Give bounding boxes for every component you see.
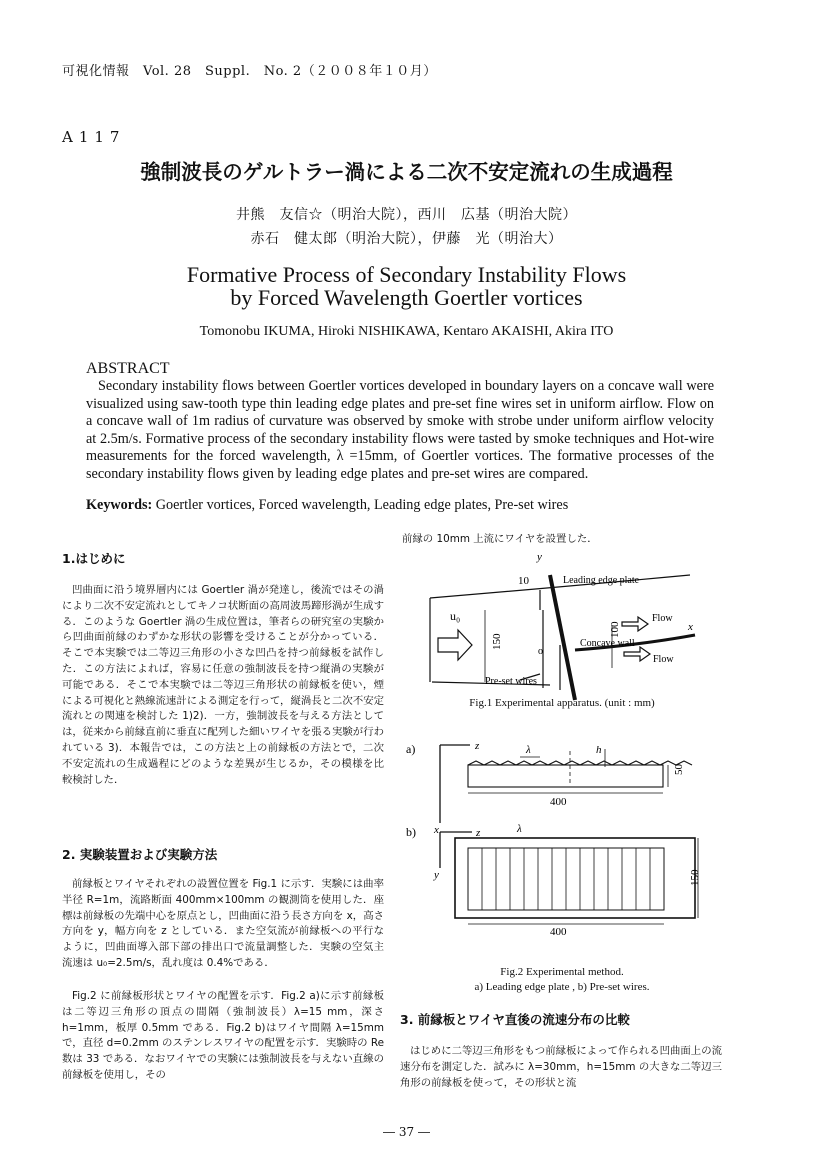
fig2-b-150: 150: [689, 869, 701, 886]
figure-2a-leading-edge-plate: [400, 735, 720, 836]
fig1-preset-label: Pre-set wires: [485, 676, 537, 687]
keywords-label: Keywords:: [86, 497, 153, 513]
fig2-a-lambda: λ: [526, 744, 531, 756]
fig1-flow1-label: Flow: [652, 613, 673, 624]
keywords-list: Goertler vortices, Forced wavelength, Leading edge plates, Pre-set wires: [152, 497, 569, 513]
figure-1-caption: Fig.1 Experimental apparatus. (unit : mm): [469, 697, 655, 709]
fig2-a-h: h: [596, 744, 602, 756]
section-2-text-1: 前縁板とワイヤそれぞれの設置位置を Fig.1 に示す．実験には曲率半径 R=1m，流路断面 400mm×100mm の観測筒を使用した．座標は前縁板の先端中心を原点とし，凹曲面に沿う長さ方向を x，高さ方向を y，幅方向を z としている．また空気流が前縁板への平行なように，凹曲面導入部下部の排出口で流量調整した．実験の空気主流速は u₀=2.5m/s，乱れ度は 0.4%である．: [62, 878, 384, 969]
fig2-a-400: 400: [550, 796, 567, 808]
fig2-b-z: z: [476, 827, 481, 839]
section-3-title: 3. 前縁板とワイヤ直後の流速分布の比較: [400, 1012, 630, 1027]
figure-1-apparatus: [400, 550, 720, 700]
fig2-b-label: b): [406, 825, 416, 839]
fig2-a-50: 50: [673, 764, 685, 775]
fig2-a-z: z: [475, 740, 480, 752]
fig1-u0-label: u₀: [450, 609, 461, 623]
fig1-concave-label: Concave wall: [580, 638, 635, 649]
authors-english: Tomonobu IKUMA, Hiroki NISHIKAWA, Kentaro AKAISHI, Akira ITO: [199, 324, 614, 339]
title-english-line2: by Forced Wavelength Goertler vortices: [230, 285, 583, 310]
section-1-title: 1.はじめに: [62, 551, 126, 566]
section-1-text: 凹曲面に沿う境界層内には Goertler 渦が発達し，後流ではその渦により二次不安定流れとしてキノコ状断面の高周波馬蹄形渦が生成する．このような Goertler 渦の生成位置は，筆者らの研究室の実験から凹曲面前縁のわずかな形状の影響を受けることが分かっている．そこで本実験では二等辺三角形の小さな凹凸を持つ前縁板を試作した．この方法によれば，容易に任意の強制波長を持つ縦渦の実験が可能である．そこで本実験では二等辺三角形状の前縁板を使い，煙による可視化と熱線流速計による測定を行って，縦渦長と二次不安定流れとの関連を検討した 1)2)．一方，強制波長を与える方法としては，従来から前縁直前に垂直に配列した細いワイヤを張る実験が行われている 3)．本報告では，この方法と上の前縁板の方法とで，二次不安定流れの生成過程にどのような差異が生じるか，その模様を比較検討した．: [62, 584, 384, 786]
fig1-10-label: 10: [518, 575, 529, 587]
fig1-origin-label: o: [538, 646, 543, 657]
fig2-b-y: y: [434, 869, 439, 881]
fig2-a-x: x: [434, 824, 439, 836]
fig2-a-label: a): [406, 742, 416, 756]
abstract-text: Secondary instability flows between Goertler vortices developed in boundary layers on a concave wall were visualized using saw-tooth type thin leading edge plates and pre-set fine wires set in uniform airflow. Flow on a concave wall of 1m radius of curvature was observed by smoke with strobe under uniform airflow velocity at 2.5m/s. Formative process of the secondary instability flows were tasted by smoke techniques and Hot-wire measurements for the forced wavelength, λ =15mm, of Goertler vortices. The formative processes of the secondary instability flows given by leading edge plates and pre-set wires are compared.: [86, 378, 714, 482]
fig1-flow2-label: Flow: [653, 654, 674, 665]
fig1-leading-label: Leading edge plate: [563, 575, 640, 586]
journal-header: 可視化情報 Vol. 28 Suppl. No. 2（２００８年１０月）: [62, 64, 437, 79]
fig1-y-label: y: [537, 551, 542, 563]
fig1-x-label: x: [688, 621, 693, 633]
figure-2-caption-2: a) Leading edge plate , b) Pre-set wires.: [474, 981, 650, 993]
figure-2-caption-1: Fig.2 Experimental method.: [500, 966, 624, 978]
page-number: ― 37 ―: [383, 1125, 430, 1139]
abstract-heading: ABSTRACT: [86, 360, 170, 377]
fig1-100-label: 100: [609, 621, 621, 638]
section-3-text: はじめに二等辺三角形をもつ前縁板によって作られる凹曲面上の流速分布を測定した．試みに λ=30mm，h=15mm の大きな二等辺三角形の前縁板を使って，その形状と流: [400, 1045, 722, 1089]
authors-japanese-line1: 井熊 友信☆（明治大院），西川 広基（明治大院）: [236, 207, 577, 223]
title-japanese: 強制波長のゲルトラー渦による二次不安定流れの生成過程: [140, 160, 673, 184]
keywords: [86, 497, 726, 514]
column2-top-text: 前縁の 10mm 上流にワイヤを設置した．: [402, 533, 598, 545]
fig2-b-lambda: λ: [517, 823, 522, 835]
fig2-b-400: 400: [550, 926, 567, 938]
figure-2b-preset-wires: [400, 820, 720, 965]
authors-japanese-line2: 赤石 健太郎（明治大院），伊藤 光（明治大）: [250, 231, 563, 247]
title-english-line1: Formative Process of Secondary Instability Flows: [186, 262, 627, 287]
fig1-150-label: 150: [491, 633, 503, 650]
section-2-title: 2. 実験装置および実験方法: [62, 847, 218, 862]
paper-code: A117: [62, 128, 126, 146]
section-2-text-2: Fig.2 に前縁板形状とワイヤの配置を示す．Fig.2 a)に示す前縁板は二等辺三角形の頂点の間隔（強制波長）λ=15 mm，深さ h=1mm，板厚 0.5mm である．Fig.2 b)はワイヤ間隔 λ=15mm で，直径 d=0.2mm のステンレスワイヤの配置を示す．実験時の Re 数は 33 である．なおワイヤでの実験には強制波長を与えない直線の前縁板を使用し，その: [62, 990, 384, 1081]
